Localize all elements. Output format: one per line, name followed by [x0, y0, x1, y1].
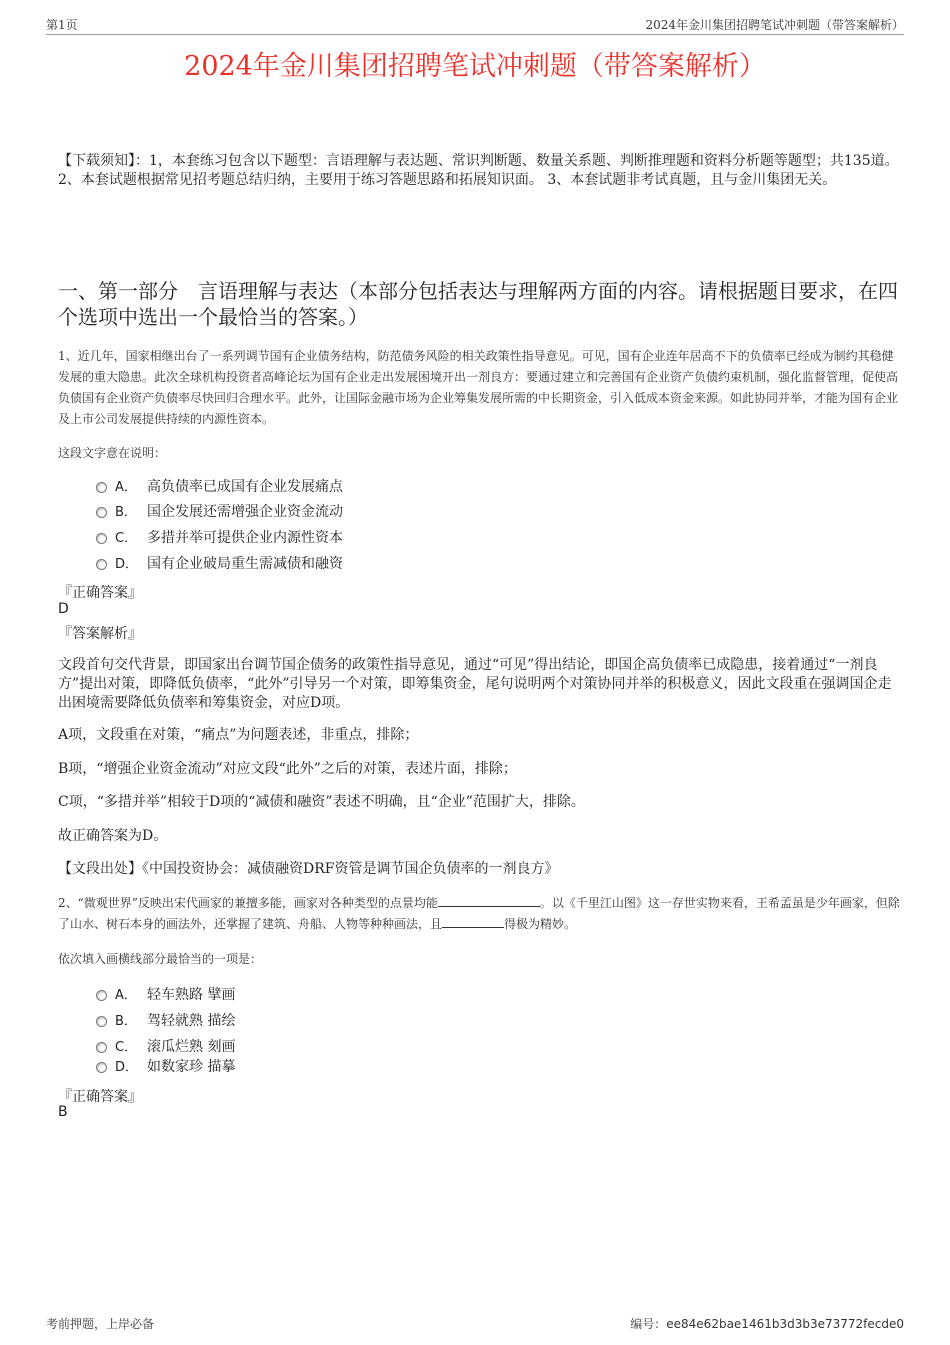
- footer-slogan: 考前押题，上岸必备: [46, 1317, 155, 1331]
- radio-icon[interactable]: [96, 533, 107, 544]
- radio-icon[interactable]: [96, 1062, 107, 1073]
- q2-option-c[interactable]: C． 滚瓜烂熟 刻画: [96, 1038, 235, 1057]
- q1-analysis-a: A项，文段重在对策，“痛点”为问题表述，非重点，排除；: [58, 727, 419, 743]
- q2-option-a[interactable]: A． 轻车熟路 擘画: [96, 986, 235, 1005]
- question-2-text: 2、“微观世界”反映出宋代画家的兼擅多能，画家对各种类型的点景均能 。以《千里江山图》这一存世实物来看，王希孟虽是少年画家，但除了山水、树石本身的画法外，还掌握了建筑、舟船、人物等种种画法，且 得极为精妙。: [58, 896, 900, 931]
- radio-icon[interactable]: [96, 507, 107, 518]
- q1-answer-tag: 『正确答案』: [58, 585, 142, 601]
- document-title: 2024年金川集团招聘笔试冲刺题（带答案解析）: [184, 51, 766, 82]
- radio-icon[interactable]: [96, 559, 107, 570]
- q1-analysis-tag: 『答案解析』: [58, 626, 142, 642]
- q1-analysis-c: C项，“多措并举”相较于D项的“减债和融资”表述不明确，且“企业”范围扩大，排除。: [58, 794, 585, 810]
- q1-option-d[interactable]: D． 国有企业破局重生需减债和融资: [96, 555, 343, 574]
- q1-option-c[interactable]: C． 多措并举可提供企业内源性资本: [96, 529, 343, 548]
- q1-analysis-conclusion: 故正确答案为D。: [58, 828, 168, 844]
- q1-answer: D: [58, 601, 69, 617]
- question-1-prompt: 这段文字意在说明：: [58, 446, 167, 460]
- radio-icon[interactable]: [96, 1042, 107, 1053]
- q1-source: 【文段出处】《中国投资协会：减债融资DRF资管是调节国企负债率的一剂良方》: [58, 861, 559, 877]
- q1-analysis-main: 文段首句交代背景，即国家出台调节国企债务的政策性指导意见，通过“可见”得出结论，即国企高负债率已成隐患，接着通过“一剂良方”提出对策，即降低负债率，“此外”引导另一个对策，即筹集资金，尾句说明两个对策协同并举的积极意义，因此文段重在强调国企走出困境需要降低负债率和筹集资金，对应D项。: [58, 657, 892, 711]
- q1-option-b[interactable]: B． 国企发展还需增强企业资金流动: [96, 503, 343, 522]
- fill-blank-2: [442, 915, 504, 928]
- fill-blank-1: [438, 894, 540, 907]
- radio-icon[interactable]: [96, 482, 107, 493]
- header-title: 2024年金川集团招聘笔试冲刺题（带答案解析）: [645, 18, 904, 32]
- radio-icon[interactable]: [96, 990, 107, 1001]
- q2-option-d[interactable]: D． 如数家珍 描摹: [96, 1058, 235, 1077]
- question-1-text: 1、近几年，国家相继出台了一系列调节国有企业债务结构，防范债务风险的相关政策性指导意见。可见，国有企业连年居高不下的负债率已经成为制约其稳健发展的重大隐患。此次全球机构投资者高峰论坛为国有企业走出发展困境开出一剂良方：要通过建立和完善国有企业资产负债约束机制，强化监督管理，促使高负债国有企业资产负债率尽快回归合理水平。此外，让国际金融市场为企业筹集发展所需的中长期资金，引入低成本资金来源。如此协同并举，才能为国有企业及上市公司发展提供持续的内源性资本。: [58, 349, 899, 426]
- radio-icon[interactable]: [96, 1016, 107, 1027]
- q1-analysis-b: B项，“增强企业资金流动”对应文段“此外”之后的对策，表述片面，排除；: [58, 761, 517, 777]
- page-header: [46, 14, 904, 35]
- download-notice: 【下载须知】：1，本套练习包含以下题型：言语理解与表达题、常识判断题、数量关系题、判断推理题和资料分析题等题型；共135道。 2、本套试题根据常见招考题总结归纳，主要用于练习答题思路和拓展知识面。 3、本套试题非考试真题，且与金川集团无关。: [58, 153, 899, 188]
- q1-option-a[interactable]: A． 高负债率已成国有企业发展痛点: [96, 478, 343, 497]
- section-heading: 一、第一部分 言语理解与表达（本部分包括表达与理解两方面的内容。请根据题目要求，在四个选项中选出一个最恰当的答案。）: [58, 279, 898, 329]
- q2-option-b[interactable]: B． 驾轻就熟 描绘: [96, 1012, 235, 1031]
- q2-answer-tag: 『正确答案』: [58, 1089, 142, 1105]
- q2-answer: B: [58, 1104, 68, 1120]
- footer-code: 编号：ee84e62bae1461b3d3b3e73772fecde0: [630, 1317, 904, 1331]
- question-2-prompt: 依次填入画横线部分最恰当的一项是：: [58, 952, 263, 966]
- page-number: 第1页: [46, 18, 78, 32]
